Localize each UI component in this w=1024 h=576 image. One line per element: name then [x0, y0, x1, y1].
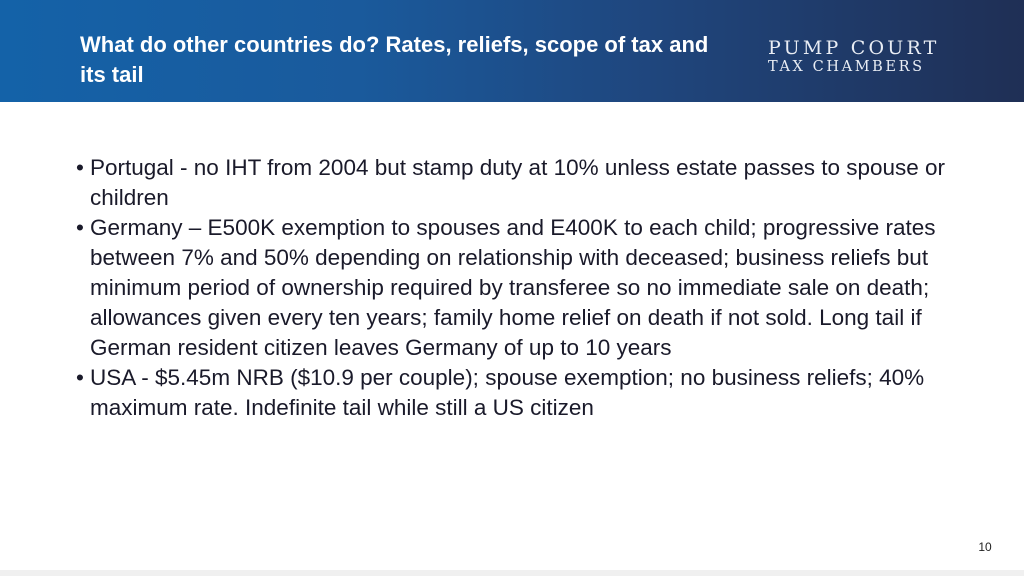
bullet-marker: • — [76, 365, 84, 390]
bullet-item-germany — [74, 213, 974, 363]
logo-line-1: PUMP COURT — [768, 37, 940, 59]
footer-divider — [0, 570, 1024, 576]
bullet-marker: • — [76, 155, 84, 180]
bullet-text: USA - $5.45m NRB ($10.9 per couple); spouse exemption; no business reliefs; 40% maximum rate. Indefinite tail while still a US citizen — [90, 365, 925, 420]
bullet-text: Portugal - no IHT from 2004 but stamp duty at 10% unless estate passes to spouse or children — [90, 155, 946, 210]
bullet-marker: • — [76, 215, 84, 240]
header-bar — [0, 0, 1024, 102]
bullet-text: Germany – E500K exemption to spouses and E400K to each child; progressive rates between 7% and 50% depending on relationship with deceased; business reliefs but minimum period of ownership required by transferee so no immediate sale on death; allowances given every ten years; family home relief on death if not sold. Long tail if German resident citizen leaves Germany of up to 10 years — [90, 215, 936, 360]
bullet-item-portugal — [74, 153, 974, 213]
bullet-list — [74, 153, 974, 423]
slide-title: What do other countries do? Rates, reliefs, scope of tax and its tail — [80, 32, 709, 87]
pump-court-logo — [768, 38, 978, 76]
bullet-item-usa — [74, 363, 974, 423]
logo-line-2: TAX CHAMBERS — [768, 59, 925, 75]
page-number: 10 — [978, 540, 992, 554]
